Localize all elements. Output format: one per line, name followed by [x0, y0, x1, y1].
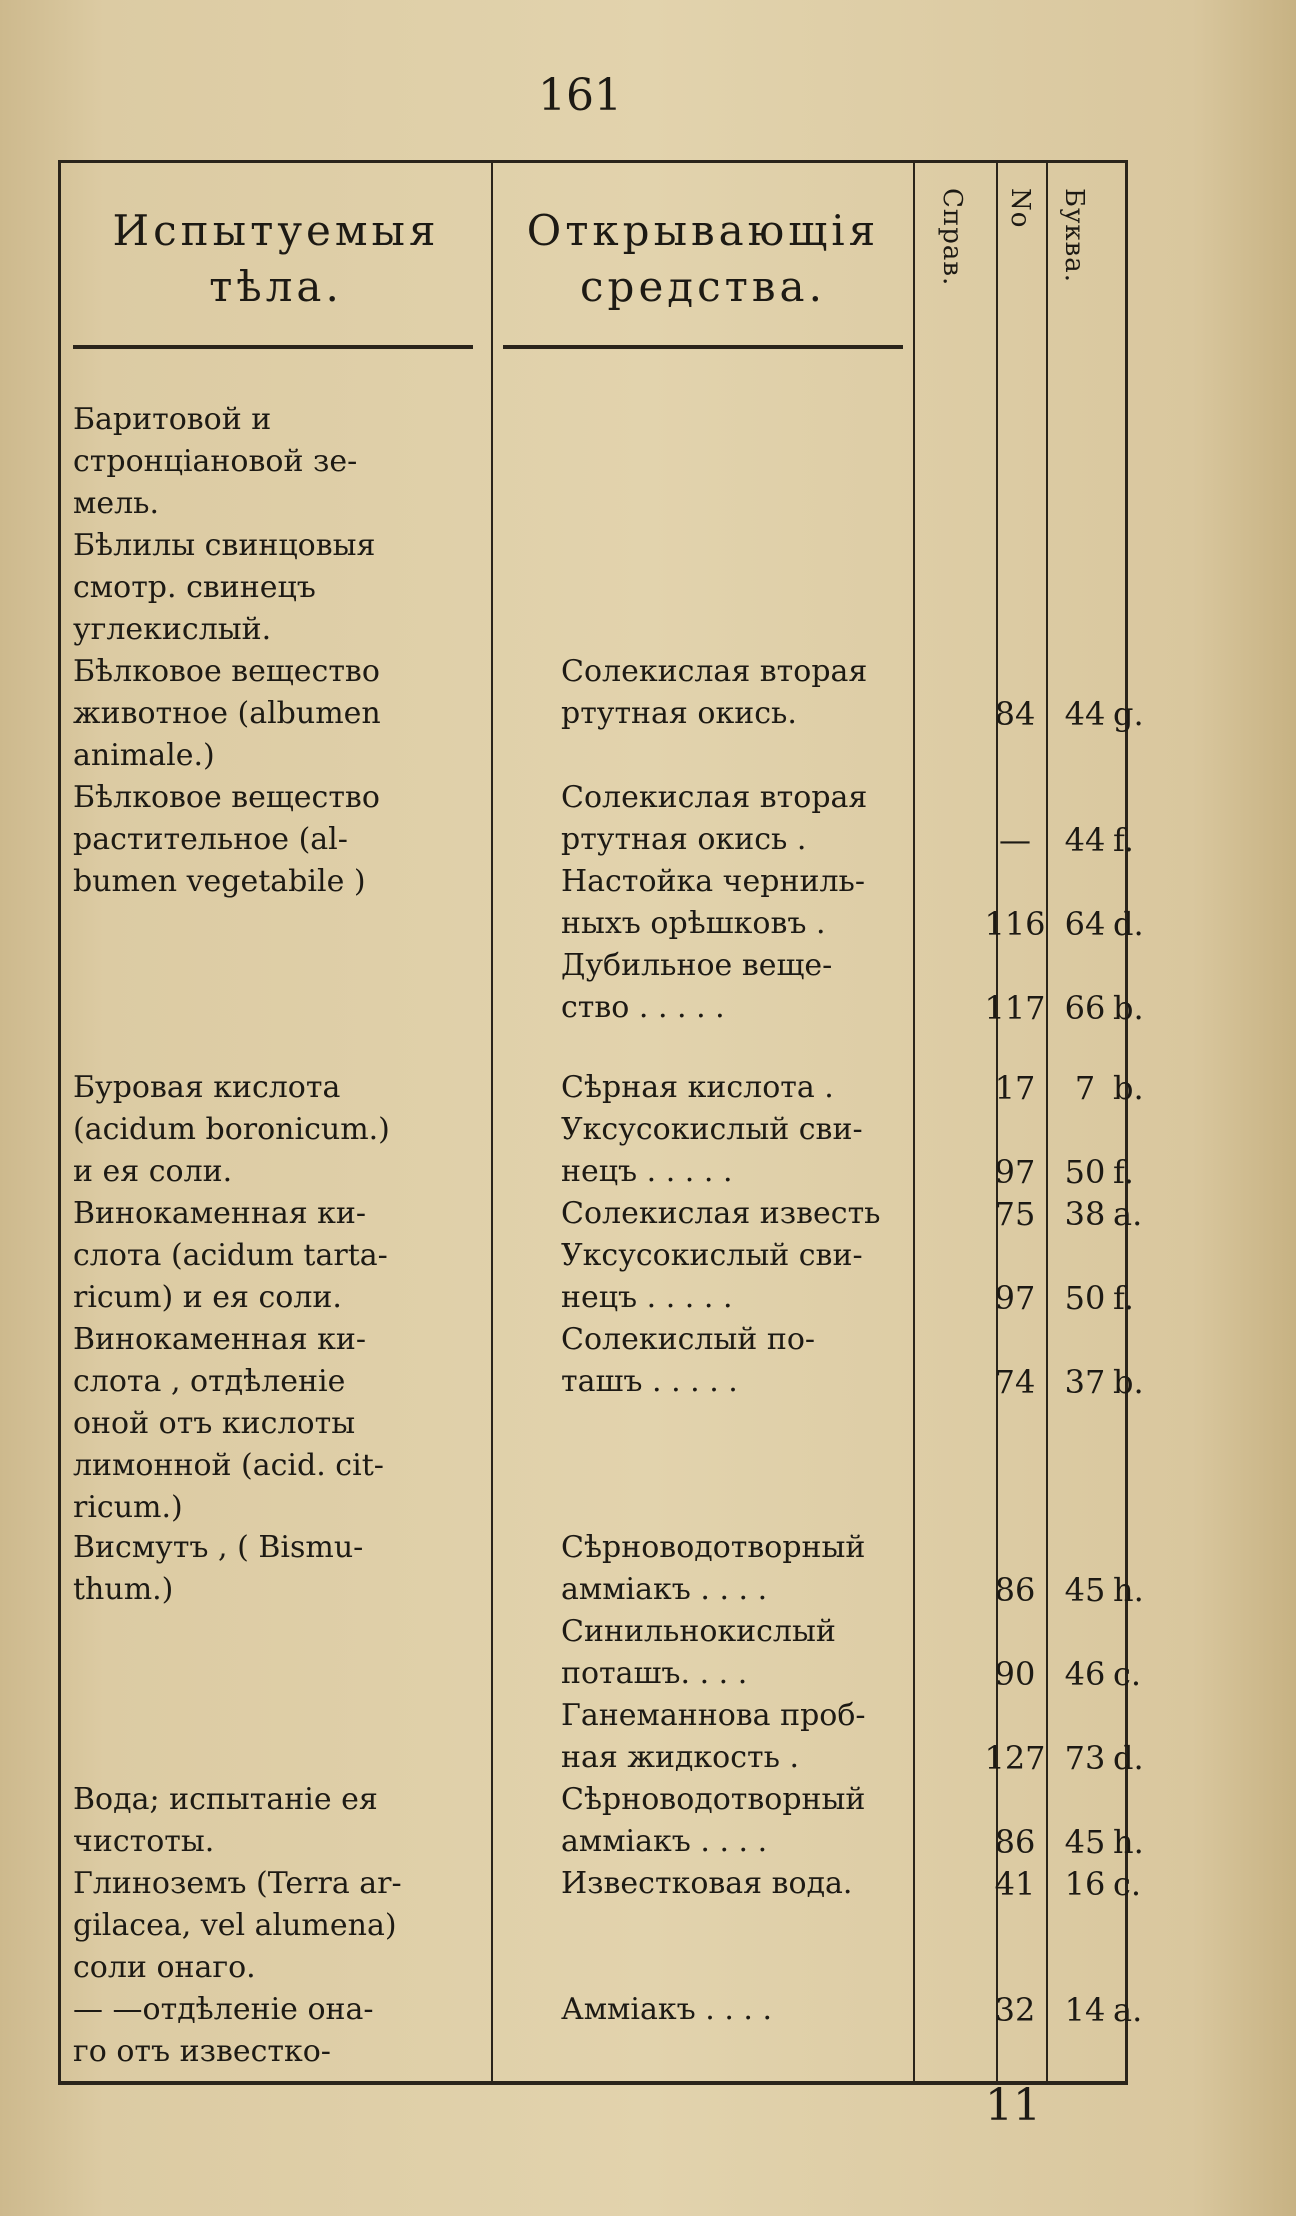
item-letter: c. [1113, 1655, 1142, 1693]
reagent-line: Синильнокислый [561, 1614, 836, 1649]
item-number: 45 [1064, 1571, 1106, 1609]
page-reference: 97 [994, 1153, 1036, 1191]
item-letter: h. [1113, 1823, 1144, 1861]
reagent-entry [561, 651, 971, 735]
page-reference: 86 [994, 1823, 1036, 1861]
entry-line: ricum.) [73, 1490, 183, 1525]
header-rule [503, 345, 903, 349]
reagent-entry [561, 1989, 971, 2031]
reagent-line: Сѣрноводотворный [561, 1530, 866, 1565]
entry-line: животное (albumen [73, 696, 381, 731]
page-reference: 86 [994, 1571, 1036, 1609]
header-number: No [1005, 188, 1035, 229]
item-number: 66 [1064, 989, 1106, 1027]
column-divider [1046, 163, 1048, 2081]
reagent-line: поташъ. . . . [561, 1656, 748, 1691]
entry-line: углекислый. [73, 612, 272, 647]
item-number: 64 [1064, 905, 1106, 943]
reagent-entry [561, 1527, 971, 1611]
signature-mark: 11 [985, 2080, 1041, 2131]
reagent-line: аммiакъ . . . . [561, 1572, 768, 1607]
reagent-entry [561, 1319, 971, 1403]
item-number: 16 [1064, 1865, 1106, 1903]
entry-line: лимонной (acid. cit- [73, 1448, 384, 1483]
entry-line: Глиноземъ (Terra ar- [73, 1866, 402, 1901]
entry-line: слота , отдѣленіе [73, 1364, 346, 1399]
entry-line: соли онаго. [73, 1950, 256, 1985]
item-number: 7 [1074, 1069, 1096, 1107]
reagent-line: Уксусокислый сви- [561, 1112, 863, 1147]
item-letter: f. [1113, 1153, 1134, 1191]
header-rule [73, 345, 473, 349]
item-number: 14 [1064, 1991, 1106, 2029]
item-number: 50 [1064, 1279, 1106, 1317]
entry-line: смотр. свинецъ [73, 570, 316, 605]
tested-body-entry [73, 1527, 535, 1611]
entry-line: Буровая кислота [73, 1070, 341, 1105]
reagent-line: Солекислая известь [561, 1196, 881, 1231]
tested-body-entry [73, 1193, 535, 1319]
tested-body-entry [73, 399, 535, 525]
reagent-line: нецъ . . . . . [561, 1280, 733, 1315]
reagent-line: ртутная окись. [561, 696, 797, 731]
item-letter: h. [1113, 1571, 1144, 1609]
entry-line: Бѣлилы свинцовыя [73, 528, 376, 563]
reagent-line: Сѣрноводотворный [561, 1782, 866, 1817]
reagent-line: ртутная окись . [561, 822, 807, 857]
item-letter: d. [1113, 905, 1144, 943]
entry-line: Винокаменная ки- [73, 1196, 367, 1231]
header-line: тѣла. [209, 262, 343, 311]
item-letter: g. [1113, 695, 1144, 733]
page-reference: 75 [994, 1195, 1036, 1233]
reagent-line: ташъ . . . . . [561, 1364, 738, 1399]
reagent-line: ная жидкость . [561, 1740, 800, 1775]
page-reference: 41 [994, 1865, 1036, 1903]
header-line: Открывающія [526, 206, 880, 255]
item-letter: b. [1113, 989, 1144, 1027]
tested-body-entry [73, 1067, 535, 1193]
item-number: 45 [1064, 1823, 1106, 1861]
entry-line: и ея соли. [73, 1154, 233, 1189]
entry-line: Вода; испытаніе ея [73, 1782, 378, 1817]
entry-line: чистоты. [73, 1824, 215, 1859]
item-letter: f. [1113, 1279, 1134, 1317]
header-reagents [493, 203, 913, 315]
entry-line: го отъ известко- [73, 2034, 331, 2069]
tested-body-entry [73, 651, 535, 777]
item-number: 46 [1064, 1655, 1106, 1693]
page-reference: 84 [994, 695, 1036, 733]
item-number: 50 [1064, 1153, 1106, 1191]
item-letter: a. [1113, 1991, 1143, 2029]
column-divider [996, 163, 998, 2081]
entry-line: слота (acidum tarta- [73, 1238, 388, 1273]
entry-line: мель. [73, 486, 160, 521]
item-letter: a. [1113, 1195, 1143, 1233]
page-number: 161 [538, 70, 622, 121]
reagent-entry [561, 1695, 971, 1779]
reagent-line: аммiакъ . . . . [561, 1824, 768, 1859]
entry-line: — —отдѣленіе она- [73, 1992, 374, 2027]
reagent-table [58, 160, 1144, 2085]
reagent-entry [561, 1779, 971, 1863]
entry-line: стронціановой зе- [73, 444, 358, 479]
header-bodies [61, 203, 491, 315]
reagent-entry [561, 1109, 971, 1193]
page-reference: 116 [984, 905, 1046, 943]
tested-body-entry [73, 1989, 535, 2073]
entry-line: оной отъ кислоты [73, 1406, 356, 1441]
reagent-line: Настойка черниль- [561, 864, 865, 899]
entry-line: растительное (al- [73, 822, 348, 857]
entry-line: animale.) [73, 738, 215, 773]
item-letter: c. [1113, 1865, 1142, 1903]
entry-line: bumen vegetabile ) [73, 864, 366, 899]
item-number: 38 [1064, 1195, 1106, 1233]
page-reference: 97 [994, 1279, 1036, 1317]
reagent-entry [561, 777, 971, 861]
reagent-line: Солекислая вторая [561, 654, 868, 689]
entry-line: Баритовой и [73, 402, 272, 437]
header-line: средства. [580, 262, 826, 311]
reagent-line: Солекислая вторая [561, 780, 868, 815]
page-reference: 17 [994, 1069, 1036, 1107]
reagent-entry [561, 1611, 971, 1695]
reagent-line: Уксусокислый сви- [561, 1238, 863, 1273]
entry-line: ricum) и ея соли. [73, 1280, 342, 1315]
tested-body-entry [73, 1779, 535, 1863]
entry-line: Висмутъ , ( Bismu- [73, 1530, 364, 1565]
item-number: 44 [1064, 821, 1106, 859]
item-number: 37 [1064, 1363, 1106, 1401]
header-page: Справ. [937, 188, 967, 287]
reagent-entry [561, 1193, 971, 1235]
page-reference: 90 [994, 1655, 1036, 1693]
item-letter: b. [1113, 1363, 1144, 1401]
reagent-line: Ганеманнова проб- [561, 1698, 866, 1733]
entry-line: thum.) [73, 1572, 174, 1607]
reagent-line: Аммiакъ . . . . [561, 1992, 772, 2027]
item-number: 44 [1064, 695, 1106, 733]
page-reference: 117 [984, 989, 1046, 1027]
reagent-entry [561, 1067, 971, 1109]
tested-body-entry [73, 777, 535, 903]
header-line: Испытуемыя [112, 206, 440, 255]
reagent-line: Солекислый по- [561, 1322, 816, 1357]
header-letter: Буква. [1059, 188, 1089, 284]
item-letter: f. [1113, 821, 1134, 859]
reagent-entry [561, 1863, 971, 1905]
page-reference: — [999, 821, 1031, 859]
entry-line: gilacea, vel alumena) [73, 1908, 397, 1943]
reagent-line: ство . . . . . [561, 990, 725, 1025]
entry-line: Бѣлковое вещество [73, 654, 380, 689]
page-reference: 32 [994, 1991, 1036, 2029]
reagent-entry [561, 861, 971, 945]
reagent-line: Известковая вода. [561, 1866, 853, 1901]
page-reference: 127 [984, 1739, 1046, 1777]
reagent-line: нецъ . . . . . [561, 1154, 733, 1189]
item-number: 73 [1064, 1739, 1106, 1777]
entry-line: Винокаменная ки- [73, 1322, 367, 1357]
tested-body-entry [73, 1863, 535, 1989]
reagent-line: Сѣрная кислота . [561, 1070, 834, 1105]
reagent-line: ныхъ орѣшковъ . [561, 906, 826, 941]
item-letter: d. [1113, 1739, 1144, 1777]
entry-line: (acidum boronicum.) [73, 1112, 390, 1147]
reagent-entry [561, 1235, 971, 1319]
page-reference: 74 [994, 1363, 1036, 1401]
reagent-line: Дубильное веще- [561, 948, 833, 983]
item-letter: b. [1113, 1069, 1144, 1107]
tested-body-entry [73, 1319, 535, 1529]
entry-line: Бѣлковое вещество [73, 780, 380, 815]
reagent-entry [561, 945, 971, 1029]
tested-body-entry [73, 525, 535, 651]
